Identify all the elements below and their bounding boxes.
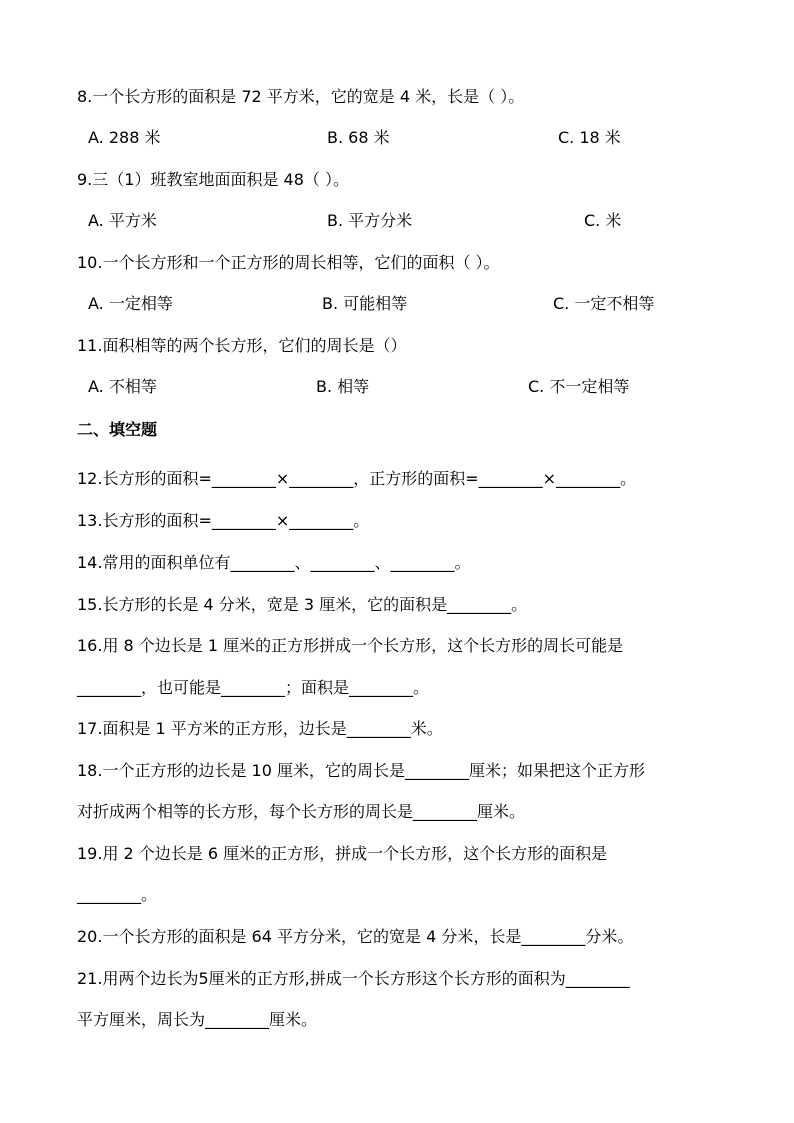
question-14: 14.常用的面积单位有________、________、________。 [77, 553, 471, 572]
question-10-option-b: B. 可能相等 [322, 294, 408, 313]
question-8-option-c: C. 18 米 [558, 128, 621, 147]
question-9-option-b: B. 平方分米 [327, 211, 413, 230]
question-11-option-a: A. 不相等 [88, 377, 157, 396]
question-13: 13.长方形的面积=________×________。 [77, 511, 370, 530]
question-11: 11.面积相等的两个长方形，它们的周长是（） [77, 336, 407, 355]
question-15: 15.长方形的长是 4 分米，宽是 3 厘米，它的面积是________。 [77, 595, 528, 614]
question-16-line-2: ________，也可能是________；面积是________。 [77, 678, 430, 697]
question-11-option-c: C. 不一定相等 [528, 377, 630, 396]
question-19-line-1: 19.用 2 个边长是 6 厘米的正方形，拼成一个长方形，这个长方形的面积是 [77, 844, 608, 863]
question-20: 20.一个长方形的面积是 64 平方分米，它的宽是 4 分米，长是________分米。 [77, 927, 634, 946]
question-17: 17.面积是 1 平方米的正方形，边长是________米。 [77, 719, 443, 738]
question-8: 8.一个长方形的面积是 72 平方米，它的宽是 4 米，长是（ ）。 [77, 87, 525, 106]
section-title: 二、填空题 [77, 420, 158, 439]
question-9-option-c: C. 米 [584, 211, 622, 230]
question-8-option-b: B. 68 米 [327, 128, 390, 147]
question-18-line-2: 对折成两个相等的长方形，每个长方形的周长是________厘米。 [77, 802, 526, 821]
question-8-option-a: A. 288 米 [88, 128, 161, 147]
question-21-line-1: 21.用两个边长为5厘米的正方形,拼成一个长方形这个长方形的面积为________ [77, 969, 630, 988]
question-10: 10.一个长方形和一个正方形的周长相等，它们的面积（ ）。 [77, 253, 500, 272]
question-19-line-2: ________。 [77, 885, 158, 904]
question-18-line-1: 18.一个正方形的边长是 10 厘米，它的周长是________厘米；如果把这个正方形 [77, 761, 645, 780]
question-10-option-a: A. 一定相等 [88, 294, 173, 313]
question-9-option-a: A. 平方米 [88, 211, 157, 230]
question-11-option-b: B. 相等 [316, 377, 370, 396]
question-16-line-1: 16.用 8 个边长是 1 厘米的正方形拼成一个长方形，这个长方形的周长可能是 [77, 636, 624, 655]
question-10-option-c: C. 一定不相等 [553, 294, 655, 313]
question-9: 9.三（1）班教室地面面积是 48（ ）。 [77, 170, 349, 189]
question-12: 12.长方形的面积=________×________，正方形的面积=________×________。 [77, 469, 637, 488]
question-21-line-2: 平方厘米，周长为________厘米。 [77, 1010, 318, 1029]
